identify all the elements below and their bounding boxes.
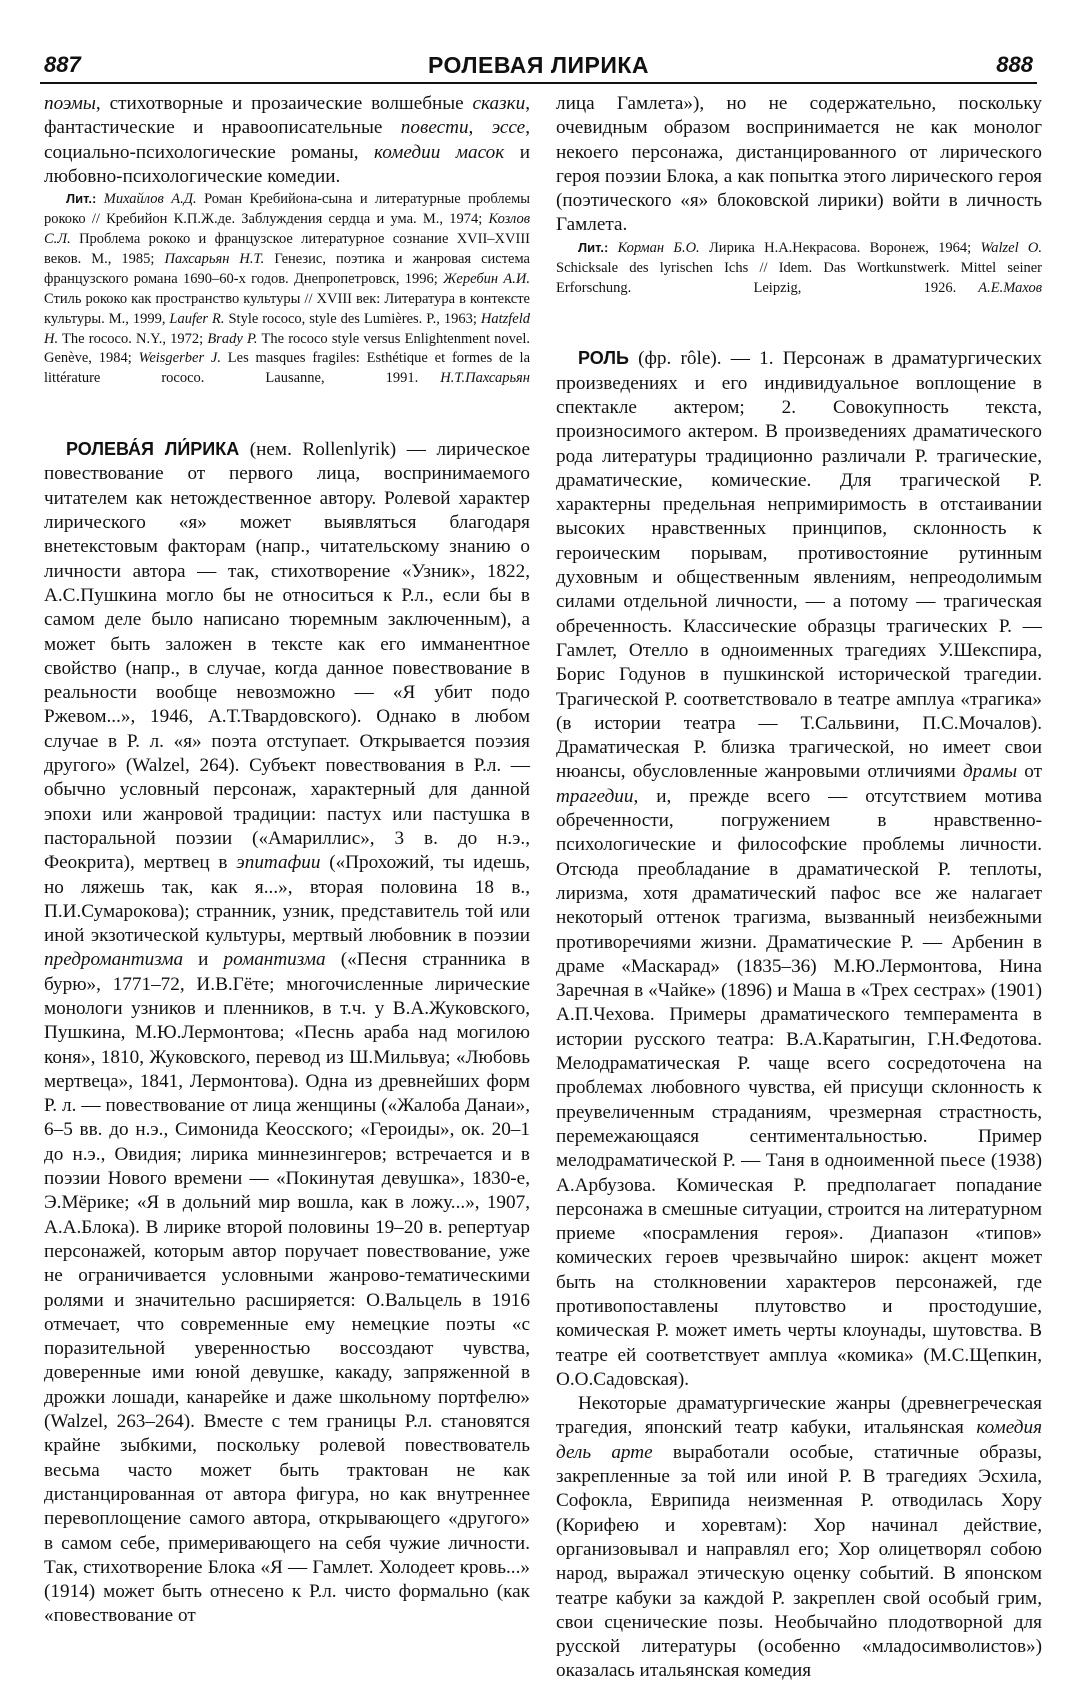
emphasis-term: Козлов С.Л.	[44, 211, 530, 247]
page-number-right: 888	[996, 52, 1033, 77]
entry-headword: РОЛЬ	[578, 348, 629, 369]
entry-text: (фр. rôle). — 1. Персонаж в драматургических произведениях и его индивидуальное воплощение в спектакле актером; 2. Совокупность текста, произносимого актером. В произведениях драматического рода литературы традиционно различали Р. трагические, драматические, комические. Для трагической Р. характерны предельная непримиримость в отстаивании высоких нравственных принципов, склонность к героическим порывам, противостояние рутинным духовным и общественным явлениям, непреодолимым силами отдельной личности, — а потому — трагическая обреченность. Классические образцы трагических Р. — Гамлет, Отелло в одноименных трагедиях У.Шекспира, Борис Годунов в пушкинской исторической трагедии. Трагической Р. соответствовало в театре амплуа «трагика» (в истории театра — Т.Сальвини, П.С.Мочалов). Драматическая Р. близка трагической, но имеет свои нюансы, обусловленные жанровыми отличиями драмы от трагедии, и, прежде всего — отсутствием мотива обреченности, погружением в нравственно-психологические и философские проблемы личности. Отсюда преобладание в драматической Р. теплоты, лиризма, хотя драматический пафос все же налагает некоторый оттенок трагизма, вызванный неизбежными противоречиями жизни. Драматические Р. — Арбенин в драме «Маскарад» (1835–36) М.Ю.Лермонтова, Нина Заречная в «Чайке» (1896) и Маша в «Трех сестрах» (1901) А.П.Чехова. Примеры драматического темперамента в истории русского театра: В.А.Каратыгин, Г.Н.Федотова. Мелодраматическая Р. чаще всего сосредоточена на проблемах любовного чувства, ей присущи склонность к преувеличенным страданиям, чрезмерная страстность, перемежающаяся сентиментальностью. Пример мелодраматической Р. — Таня в одноименной пьесе (1938) А.Арбузова. Комическая Р. предполагает попадание персонажа в смешные ситуации, строится на литературном приеме «посрамления героя». Диапазон «типов» комических героев чрезвычайно широк: акцент может быть на столкновении характеров персонажей, где противопоставлены плутовство и простодушие, комическая Р. может иметь черты клоунады, шутовства. В театре ей соответствует амплуа «комика» (М.С.Щепкин, О.О.Садовская).	[556, 348, 1042, 1390]
entry-paragraph	[556, 1392, 1042, 1684]
emphasis-term: предромантизма	[44, 949, 184, 971]
emphasis-term: Brady P.	[207, 330, 258, 347]
emphasis-term: Жеребин А.И.	[443, 270, 531, 287]
emphasis-term: Пахсарьян Н.Т.	[164, 250, 265, 267]
left-column	[44, 92, 530, 1629]
entry-author: Н.Т.Пахсарьян	[440, 370, 530, 387]
emphasis-term: эпитафии	[236, 852, 321, 874]
continuation-paragraph: лица Гамлета»), но не содержательно, поскольку очевидным образом воспринимается не как монолог некоего персонажа, дистанцированного от лирического героя поэзии Блока, а как попытка этого лирического героя (поэтического «я» блоковской лирики) войти в личность Гамлета.	[556, 93, 1042, 236]
entry-headword: РОЛЕВА́Я ЛИ́РИКА	[66, 439, 240, 460]
emphasis-term: повести	[400, 117, 469, 139]
entry-rol	[556, 346, 1042, 1392]
bibliography	[556, 238, 1042, 319]
entry-rolevaya-lirika	[44, 437, 530, 1629]
right-column	[556, 92, 1042, 1684]
header-rule	[40, 82, 1037, 84]
entry-text: (нем. Rollenlyrik) — лирическое повествование от первого лица, воспринимаемого читателем как нетождественное автору. Ролевой характер лирического «я» может выявляться благодаря внетекстовым факторам (напр., читательскому знанию о личности автора — так, стихотворение «Узник», 1822, А.С.Пушкина могло бы не относиться к Р.л., если бы в самом деле было написано тюремным заключенным), а может быть заложен в тексте как его имманентное свойство (напр., в случае, когда данное повествование в реальности вообще невозможно — «Я убит подо Ржевом...», 1946, А.Т.Твардовского). Однако в любом случае в Р. л. «я» поэта отступает. Открывается поэзия другого» (Walzel, 264). Субъект повествования в Р.л. — обычно условный персонаж, характерный для данной эпохи или жанровой традиции: пастух или пастушка в пасторальной поэзии («Амариллис», 3 в. до н.э., Феокрита), мертвец в эпитафии («Прохожий, ты идешь, но ляжешь так, как я...», вторая половина 18 в., П.И.Сумарокова); странник, узник, представитель той или иной экзотической культуры, мертвый любовник в поэзии предромантизма и романтизма («Песня странника в бурю», 1771–72, И.В.Гёте; многочисленные лирические монологи узников и пленников, в т.ч. у В.А.Жуковского, Пушкина, М.Ю.Лермонтова; «Песнь араба над могилою коня», 1810, Жуковского, перевод из Ш.Мильвуа; «Любовь мертвеца», 1841, Лермонтова). Одна из древнейших форм Р. л. — повествование от лица женщины («Жалоба Данаи», 6–5 вв. до н.э., Симонида Кеосского; «Героиды», ок. 20–1 до н.э., Овидия; лирика миннезингеров; встречается и в поэзии Нового времени — «Покинутая девушка», 1830-е, Э.Мёрике; «Я в дольний мир вошла, как в ложу...», 1907, А.А.Блока). В лирике второй половины 19–20 в. репертуар персонажей, которым автор поручает повествование, уже не ограничивается условными жанрово-тематическими ролями и значительно расширяется: О.Вальцель в 1916 отмечает, что современные ему немецкие поэты «с поразительной уверенностью воссоздают чувства, доверенные ими юной девушке, какаду, запряженной в дрожки лошади, канарейке и даже школьному портфелю» (Walzel, 263–264). Вместе с тем границы Р.л. становятся крайне зыбкими, поскольку ролевой повествователь весьма часто может быть трактован не как дистанцированная от автора фигура, но как внутреннее перевоплощение самого автора, открывающего «другого» в самом себе, примеривающего на себя чужие личности. Так, стихотворение Блока «Я — Гамлет. Холодеет кровь...» (1914) может быть отнесено к Р.л. чисто формально (как «повествование от	[44, 439, 530, 1627]
emphasis-term: романтизма	[223, 949, 326, 971]
emphasis-term: комедии масок	[374, 141, 505, 163]
emphasis-term: драмы	[962, 761, 1018, 783]
emphasis-term: Корман Б.О.	[617, 239, 700, 256]
bibliography-text: Михайлов А.Д. Роман Кребийона-сына и литературные проблемы рококо // Кребийон К.П.Ж.де. Заблуждения сердца и ума. М., 1974; Козлов С.Л. Проблема рококо и французское литературное сознание XVII–XVIII веков. М., 1985; Пахсарьян Н.Т. Генезис, поэтика и жанровая система французского романа 1690–60-х годов. Днепропетровск, 1996; Жеребин А.И. Стиль рококо как пространство культуры // XVIII век: Литература в контексте культуры. М., 1999, Laufer R. Style rococo, style des Lumières. P., 1963; Hatzfeld H. The rococo. N.Y., 1972; Brady P. The rococo style versus Enlightenment novel. Genève, 1984; Weisgerber J. Les masques fragiles: Esthétique et formes de la littérature rococo. Lausanne, 1991.	[44, 191, 531, 387]
emphasis-term: эссе	[491, 117, 526, 139]
emphasis-term: Hatzfeld H.	[44, 310, 531, 347]
running-header	[40, 52, 1037, 88]
bibliography-label: Лит.:	[578, 239, 609, 255]
continuation-text: поэмы, стихотворные и прозаические волшебные сказки, фантастические и нравоописательные повести, эссе, социально-психологические романы, комедии масок и любовно-психологические комедии.	[44, 93, 530, 187]
bibliography-label: Лит.:	[66, 191, 97, 207]
paragraph-text: Некоторые драматургические жанры (древнегреческая трагедия, японский театр кабуки, итальянская комедия дель арте выработали особые, статичные образы, закрепленные за той или иной Р. В трагедиях Эсхила, Софокла, Еврипида неизменная Р. отводилась Хору (Корифею и хоревтам): Хор начинал действие, организовывал и направлял его; Хор олицетворял собою народ, выражал этическую оценку событий. В японском театре кабуки за каждой Р. закреплен свой особый грим, свои сценические позы. Необычайно плодотворной для русской литературы (особенно «младосимволистов») оказалась итальянская комедия	[556, 1393, 1042, 1682]
emphasis-term: Laufer R.	[169, 310, 225, 327]
emphasis-term: Михайлов А.Д.	[103, 191, 197, 208]
emphasis-term: сказки	[472, 93, 526, 114]
page-number-left: 887	[44, 52, 81, 77]
bibliography	[44, 189, 530, 409]
entry-author: А.Е.Махов	[978, 279, 1042, 296]
emphasis-term: поэмы	[44, 93, 96, 114]
running-title: РОЛЕВАЯ ЛИРИКА	[427, 52, 650, 78]
bibliography-text: Корман Б.О. Лирика Н.А.Некрасова. Воронеж, 1964; Walzel O. Schicksale des lyrischen Ichs // Idem. Das Wortkunstwerk. Mittel seiner Erforschung. Leipzig, 1926.	[556, 239, 1043, 296]
emphasis-term: Weisgerber J.	[138, 350, 221, 367]
emphasis-term: Walzel O.	[980, 239, 1043, 256]
emphasis-term: трагедии	[556, 785, 634, 807]
emphasis-term: комедия дель арте	[556, 1417, 1042, 1463]
continuation-paragraph	[44, 92, 530, 189]
